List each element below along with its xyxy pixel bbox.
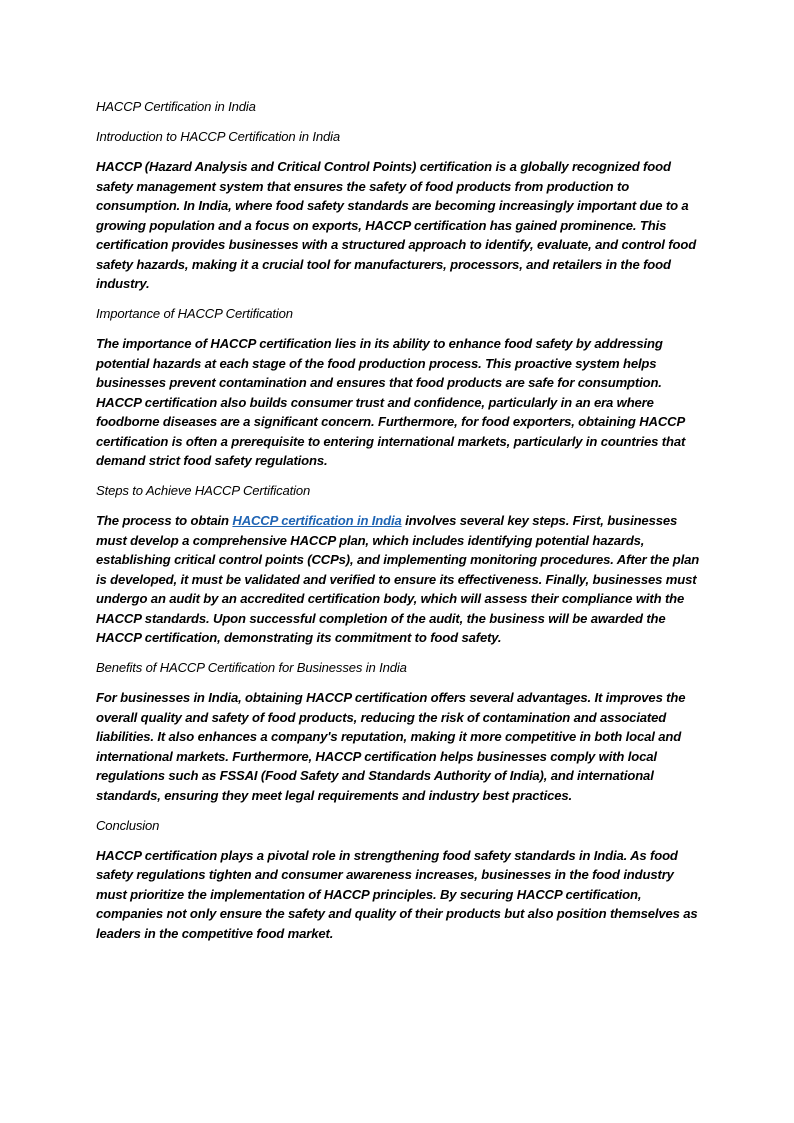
section-heading-introduction: Introduction to HACCP Certification in India	[96, 129, 340, 144]
section-heading-benefits: Benefits of HACCP Certification for Businesses in India	[96, 660, 407, 675]
section-body-benefits: For businesses in India, obtaining HACCP certification offers several advantages. It improves the overall quality and safety of food products, reducing the risk of contamination and associated liabilities. It also enhances a company's reputation, making it more competitive in both local and international markets. Furthermore, HACCP certification helps businesses comply with local regulations such as FSSAI (Food Safety and Standards Authority of India), and international standards, ensuring they meet legal requirements and industry best practices.	[96, 690, 686, 803]
haccp-certification-link[interactable]: HACCP certification in India	[232, 513, 402, 528]
section-heading-steps: Steps to Achieve HACCP Certification	[96, 483, 311, 498]
section-heading-conclusion: Conclusion	[96, 817, 160, 833]
steps-text-after-link: involves several key steps. First, businesses must develop a comprehensive HACCP plan, which includes identifying potential hazards, establishing critical control points (CCPs), and implementing monitoring procedures. After the plan is developed, it must be validated and verified to ensure its effectiveness. Finally, businesses must undergo an audit by an accredited certification body, which will assess their compliance with the HACCP standards. Upon successful completion of the audit, the business will be awarded the HACCP certification, demonstrating its commitment to food safety.	[96, 513, 700, 645]
section-heading-importance: Importance of HACCP Certification	[96, 306, 293, 321]
section-body-steps	[96, 511, 704, 648]
section-body-importance: The importance of HACCP certification lies in its ability to enhance food safety by addressing potential hazards at each stage of the food production process. This proactive system helps businesses prevent contamination and ensures that food products are safe for consumption. HACCP certification also builds consumer trust and confidence, particularly in an era where foodborne diseases are a significant concern. Furthermore, for food exporters, obtaining HACCP certification is often a prerequisite to entering international markets, particularly in countries that demand strict food safety regulations.	[96, 336, 686, 468]
steps-text-before-link: The process to obtain	[96, 513, 233, 528]
document-title: HACCP Certification in India	[96, 99, 256, 114]
section-body-introduction: HACCP (Hazard Analysis and Critical Control Points) certification is a globally recognized food safety management system that ensures the safety of food products from production to consumption. In India, where food safety standards are becoming increasingly important due to a growing population and a focus on exports, HACCP certification has gained prominence. This certification provides businesses with a structured approach to identify, evaluate, and control food safety hazards, making it a crucial tool for manufacturers, processors, and retailers in the food industry.	[96, 159, 697, 291]
section-body-conclusion: HACCP certification plays a pivotal role in strengthening food safety standards in India. As food safety regulations tighten and consumer awareness increases, businesses in the food industry must prioritize the implementation of HACCP principles. By securing HACCP certification, companies not only ensure the safety and quality of their products but also position themselves as leaders in the competitive food market.	[96, 847, 698, 941]
